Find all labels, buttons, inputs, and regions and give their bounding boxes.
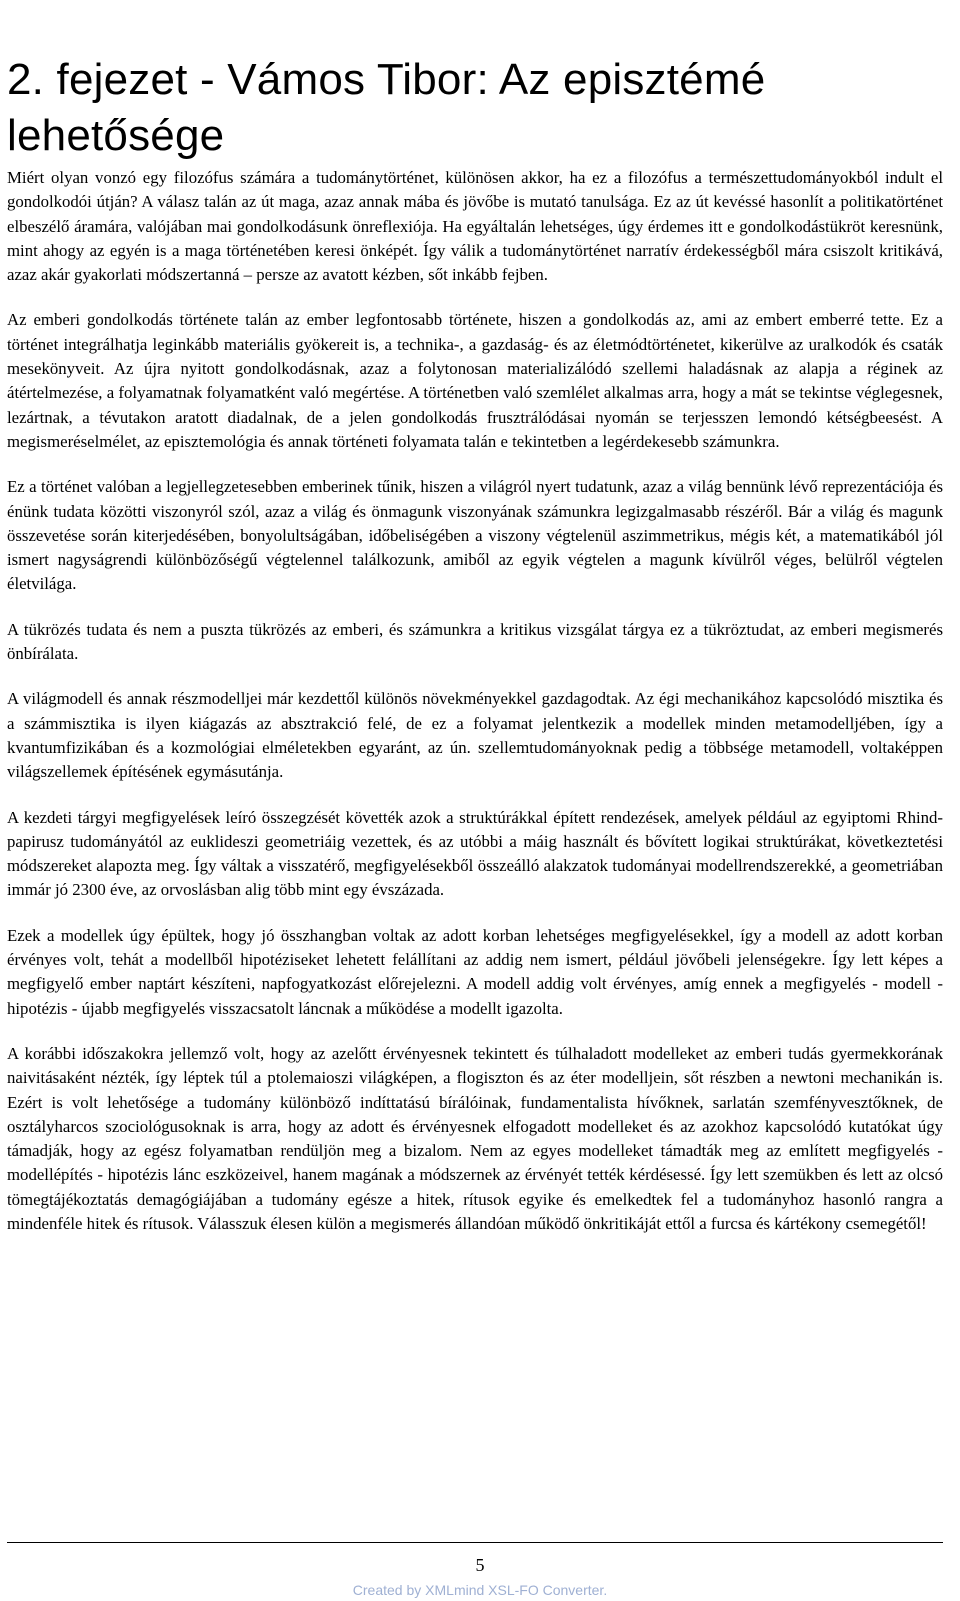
paragraph: A kezdeti tárgyi megfigyelések leíró összegzését követték azok a struktúrákkal épített rendezések, amelyek például az egyiptomi Rhind-papirusz tudományától az euklideszi geometriáig vezettek, és az utóbbi a máig használt és bővített logikai struktúrákat, következtetési módszereket alapozta meg. Így váltak a visszatérő, megfigyelésekből összeálló alakzatok tudományai modellrendszerekké, a geometriában immár jó 2300 éve, az orvoslásban alig több mint egy évszázada. bbox=[7, 807, 943, 900]
paragraph: A tükrözés tudata és nem a puszta tükrözés az emberi, és számunkra a kritikus vizsgálat tárgya ez a tükröztudat, az emberi megismerés önbírálata. bbox=[7, 619, 943, 664]
page-number: 5 bbox=[475, 1555, 485, 1575]
paragraph: Az emberi gondolkodás története talán az ember legfontosabb története, hiszen a gondolkodás az, ami az embert emberré tette. Ez a történet integrálhatja leginkább materiális gyökereit is, a technika-, a gazdaság- és az életmódtörténetet, kikerülve az uralkodók és csaták mesekönyveit. Az újra nyitott gondolkodásnak, azaz a folytonosan materializálódó szellemi haladásnak az alapja a réginek az átértelmezése, a folyamatnak folyamatként való megértése. A történetben való szemlélet alkalmas arra, hogy a mát se tekintse véglegesnek, lezártnak, a tévutakon aratott diadalnak, de a jelen gondolkodás frusztrálódásai nyomán se terjesszen lemondó kétségbeesést. A megismeréselmélet, az episztemológia és annak történeti folyamata talán e tekintetben a legérdekesebb számunkra. bbox=[7, 310, 943, 451]
chapter-body bbox=[7, 166, 943, 1257]
paragraph: Ezek a modellek úgy épültek, hogy jó összhangban voltak az adott korban lehetséges megfigyelésekkel, így a modell az adott korban érvényes volt, tehát a modellből hipotéziseket lehetett felállítani az addig nem ismert, például jövőbeli jelenségekre. Így lett képes a megfigyelő ember naptárt készíteni, napfogyatkozást előrejelezni. A modell addig volt érvényes, amíg ennek a megfigyelés - modell - hipotézis - újabb megfigyelés visszacsatolt láncnak a működése a modellt igazolta. bbox=[7, 925, 943, 1018]
paragraph: A korábbi időszakokra jellemző volt, hogy az azelőtt érvényesnek tekintett és túlhaladott modelleket az emberi tudás gyermekkorának naivitásaként nézték, így léptek túl a ptolemaioszi világképen, a flogiszton és az éter modelljein, sőt részben a newtoni mechanikán is. Ezért is volt lehetősége a tudomány különböző indíttatású bírálóinak, fundamentalista hívőknek, sarlatán szemfényvesztőknek, de osztályharcos szociológusoknak is arra, hogy az adott és érvényesnek elfogadott modelleket és az azokhoz kapcsolódó kutatókat úgy támadják, hogy az egész folyamatban rendüljön meg a bizalom. Nem az egyes modelleket támadták meg az említett megfigyelés - modellépítés - hipotézis lánc eszközeivel, hanem magának a módszernek az érvényét tették kérdésessé. Így lett szemükben és lett az olcsó tömegtájékoztatás demagógiájában a tudomány egésze a hitek, rítusok egyike és emelkedtek fel a tudományhoz hasonló rangra a mindenféle hitek és rítusok. Válasszuk élesen külön a megismerés állandóan működő önkritikáját ettől a furcsa és kártékony csemegétől! bbox=[7, 1043, 943, 1233]
paragraph: Miért olyan vonzó egy filozófus számára a tudománytörténet, különösen akkor, ha ez a filozófus a természettudományokból indult el gondolkodói útján? A válasz talán az út maga, azaz annak mába és jövőbe is mutató tanulsága. Ez az út kevéssé hasonlít a politikatörténet elbeszélő áramára, valójában mai gondolkodásunk önreflexiója. Ha egyáltalán lehetséges, úgy érdemes itt e gondolkodástükröt keresnünk, mint ahogy az egyén is a maga történetében keresi önképét. Így válik a tudománytörténet narratív érdekességből mára csiszolt kritikává, azaz akár gyakorlati módszertanná – persze az avatott kézben, sőt inkább fejben. bbox=[7, 168, 943, 285]
footer-divider bbox=[7, 1542, 943, 1543]
paragraph: A világmodell és annak részmodelljei már kezdettől különös növekményekkel gazdagodtak. Az égi mechanikához kapcsolódó misztika és a számmisztika is ilyen kiágazás az absztrakció felé, de ez a folyamat jelentkezik a modellek minden metamodelljében, így a kvantumfizikában és a kozmológiai elméletekben egyaránt, az ún. szellemtudományoknak pedig a többsége metamodell, voltaképpen világszellemek építésének egymásutánja. bbox=[7, 689, 943, 782]
converter-watermark: Created by XMLmind XSL-FO Converter. bbox=[352, 1582, 608, 1598]
chapter-title: 2. fejezet - Vámos Tibor: Az episztémé lehetősége bbox=[7, 55, 766, 160]
paragraph: Ez a történet valóban a legjellegzetesebben emberinek tűnik, hiszen a világról nyert tudatunk, azaz a világ bennünk lévő reprezentációja és énünk tudata közötti viszonyról szól, azaz a világ és önmagunk viszonyának számunkra legizgalmasabb részéről. Bár a világ és magunk összevetése során kiterjedésében, bonyolultságában, időbeliségében a viszony végtelenül aszimmetrikus, mégis két, a matematikából jól ismert nagyságrendi különbözőségű végtelennel találkozunk, amiből az egyik végtelen a magunk kívülről véges, belülről végtelen életvilága. bbox=[7, 477, 943, 594]
